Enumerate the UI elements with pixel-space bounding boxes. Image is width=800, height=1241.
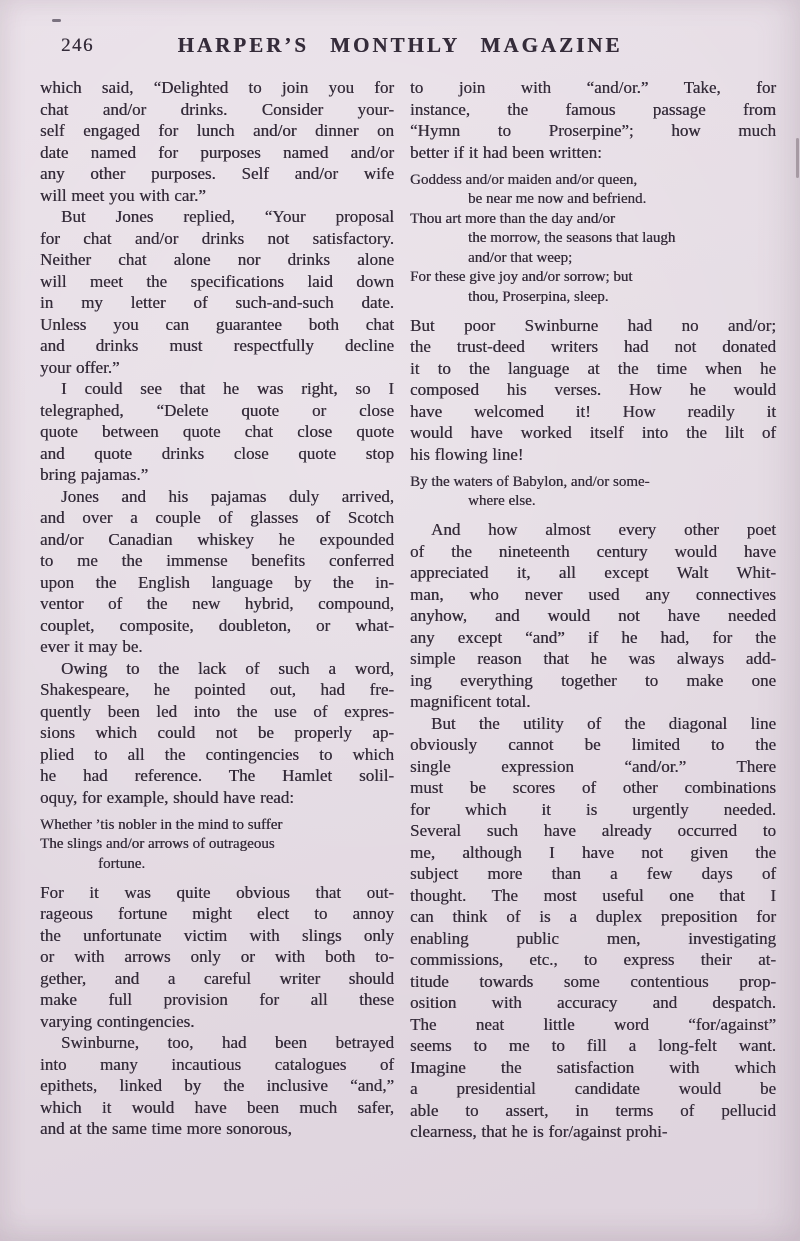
- text-line: plied to all the contingencies to which: [40, 744, 394, 764]
- scan-edge-scratch: [796, 138, 799, 178]
- text-line: seems to me to fill a long-felt want.: [410, 1036, 776, 1055]
- text-line: Unless you can guarantee both chat: [40, 314, 394, 334]
- right-text-column: [410, 77, 776, 1143]
- paragraph: [40, 882, 394, 1033]
- text-line: for which it is urgently needed.: [410, 799, 776, 819]
- text-line: will meet the specifications laid down: [40, 271, 394, 291]
- text-line: of the nineteenth century would have: [410, 541, 776, 561]
- text-line: and/or Canadian whiskey he expounded: [40, 529, 394, 549]
- paragraph: [40, 1032, 394, 1140]
- text-line: telegraphed, “Delete quote or close: [40, 400, 394, 420]
- text-line: any except “and” if he had, for the: [410, 627, 776, 647]
- text-line: me, although I have not given the: [410, 842, 776, 862]
- text-line: The neat little word “for/against”: [410, 1014, 776, 1034]
- text-line: which it would have been much safer,: [40, 1097, 394, 1117]
- text-line: magnificent total.: [410, 692, 531, 711]
- text-line: and drinks must respectfully decline: [40, 336, 394, 355]
- paragraph: [410, 315, 776, 466]
- text-line: For it was quite obvious that out-: [40, 882, 394, 902]
- paragraph: [40, 658, 394, 809]
- text-line: sions which could not be properly ap-: [40, 723, 394, 742]
- text-line: gether, and a careful writer should: [40, 968, 394, 988]
- text-line: ever it may be.: [40, 637, 143, 656]
- verse-line: Goddess and/or maiden and/or queen,: [410, 171, 638, 188]
- text-line: the trust-deed writers had not donated: [410, 337, 776, 356]
- text-line: Swinburne, too, had been betrayed: [61, 1033, 394, 1052]
- text-line: varying contingencies.: [40, 1011, 195, 1031]
- text-line: and at the same time more sonorous,: [40, 1119, 292, 1138]
- text-line: anyhow, and would not have needed: [410, 606, 776, 625]
- text-line: epithets, linked by the inclusive “and,”: [40, 1076, 394, 1095]
- verse-line: By the waters of Babylon, and/or some-: [410, 473, 650, 490]
- verse-quote: [410, 171, 776, 308]
- text-line: osition with accuracy and despatch.: [410, 993, 776, 1012]
- text-line: in my letter of such-and-such date.: [40, 293, 394, 312]
- text-line: to me the immense benefits conferred: [40, 551, 394, 570]
- text-line: “Hymn to Proserpine”; how much: [410, 121, 776, 140]
- text-line: couplet, composite, doubleton, or what-: [40, 615, 394, 635]
- verse-line: Whether ’tis nobler in the mind to suffer: [40, 816, 283, 833]
- text-line: upon the English language by the in-: [40, 572, 394, 592]
- text-line: a presidential candidate would be: [410, 1079, 776, 1098]
- text-line: which said, “Delighted to join you for: [40, 78, 394, 97]
- magazine-title: HARPER’S MONTHLY MAGAZINE: [177, 33, 623, 57]
- text-line: titude towards some contentious prop-: [410, 971, 776, 991]
- text-line: But Jones replied, “Your proposal: [61, 207, 394, 226]
- paragraph: [410, 77, 776, 163]
- text-line: appreciated it, all except Walt Whit-: [410, 563, 776, 582]
- paragraph: [410, 519, 776, 713]
- text-line: Imagine the satisfaction with which: [410, 1057, 776, 1077]
- verse-line: The slings and/or arrows of outrageous: [40, 836, 275, 852]
- text-line: chat and/or drinks. Consider your-: [40, 99, 394, 119]
- text-line: Jones and his pajamas duly arrived,: [61, 486, 394, 506]
- text-line: would have worked itself into the lilt of: [410, 423, 776, 442]
- text-line: bring pajamas.”: [40, 465, 149, 484]
- verse-line: thou, Proserpina, sleep.: [468, 288, 609, 305]
- left-text-column: [40, 77, 394, 1140]
- text-line: thought. The most useful one that I: [410, 885, 776, 905]
- text-line: or with arrows only or with both to-: [40, 947, 394, 966]
- text-line: Neither chat alone nor drinks alone: [40, 250, 394, 269]
- text-line: he had reference. The Hamlet solil-: [40, 766, 394, 785]
- verse-line: where else.: [468, 493, 536, 509]
- text-line: self engaged for lunch and/or dinner on: [40, 121, 394, 140]
- paragraph: [410, 713, 776, 1143]
- text-line: Several such have already occurred to: [410, 821, 776, 840]
- text-line: have welcomed it! How readily it: [410, 401, 776, 421]
- verse-line: fortune.: [98, 855, 146, 872]
- text-line: quote between quote chat close quote: [40, 422, 394, 441]
- text-line: must be scores of other combinations: [410, 778, 776, 797]
- text-line: I could see that he was right, so I: [61, 379, 394, 398]
- text-line: able to assert, in terms of pellucid: [410, 1100, 776, 1120]
- text-line: into many incautious catalogues of: [40, 1054, 394, 1074]
- paragraph: [40, 206, 394, 378]
- page-header: [0, 33, 800, 61]
- text-line: Owing to the lack of such a word,: [61, 658, 394, 678]
- text-line: and quote drinks close quote stop: [40, 443, 394, 463]
- text-line: commissions, etc., to express their at-: [410, 950, 776, 969]
- text-line: But poor Swinburne had no and/or;: [410, 315, 776, 335]
- text-line: single expression “and/or.” There: [410, 756, 776, 776]
- text-line: your offer.”: [40, 357, 120, 377]
- text-line: But the utility of the diagonal line: [431, 713, 776, 733]
- paragraph: [40, 77, 394, 206]
- text-line: Shakespeare, he pointed out, had fre-: [40, 680, 394, 699]
- paragraph: [40, 486, 394, 658]
- verse-line: For these give joy and/or sorrow; but: [410, 269, 633, 285]
- text-line: obviously cannot be limited to the: [410, 735, 776, 754]
- verse-line: the morrow, the seasons that laugh: [468, 230, 676, 246]
- text-line: subject more than a few days of: [410, 864, 776, 883]
- verse-line: and/or that weep;: [468, 249, 573, 266]
- text-line: man, who never used any connectives: [410, 584, 776, 604]
- text-line: for chat and/or drinks not satisfactory.: [40, 228, 394, 248]
- text-line: any other purposes. Self and/or wife: [40, 164, 394, 183]
- text-line: to join with “and/or.” Take, for: [410, 78, 776, 97]
- page-number: 246: [61, 35, 94, 56]
- scan-stray-mark: [52, 19, 61, 22]
- text-line: enabling public men, investigating: [410, 928, 776, 948]
- text-line: ventor of the new hybrid, compound,: [40, 594, 394, 613]
- text-line: the unfortunate victim with slings only: [40, 925, 394, 945]
- text-line: it to the language at the time when he: [410, 358, 776, 378]
- text-line: make full provision for all these: [40, 990, 394, 1009]
- verse-line: Thou art more than the day and/or: [410, 210, 615, 227]
- text-line: ing everything together to make one: [410, 670, 776, 690]
- text-line: quently been led into the use of expres-: [40, 701, 394, 721]
- text-line: rageous fortune might elect to annoy: [40, 904, 394, 923]
- text-line: his flowing line!: [410, 444, 524, 464]
- text-line: instance, the famous passage from: [410, 99, 776, 119]
- text-line: oquy, for example, should have read:: [40, 787, 294, 807]
- text-line: and over a couple of glasses of Scotch: [40, 508, 394, 527]
- text-line: composed his verses. How he would: [410, 380, 776, 399]
- text-line: clearness, that he is for/against prohi-: [410, 1122, 668, 1141]
- text-line: better if it had been written:: [410, 142, 602, 162]
- text-line: will meet you with car.”: [40, 185, 206, 205]
- text-line: can think of is a duplex preposition for: [410, 907, 776, 926]
- verse-quote: [40, 816, 394, 875]
- text-line: And how almost every other poet: [431, 520, 776, 539]
- text-line: simple reason that he was always add-: [410, 649, 776, 668]
- verse-quote: [410, 473, 776, 512]
- paragraph: [40, 378, 394, 486]
- text-line: date named for purposes named and/or: [40, 142, 394, 162]
- verse-line: be near me now and befriend.: [468, 191, 647, 207]
